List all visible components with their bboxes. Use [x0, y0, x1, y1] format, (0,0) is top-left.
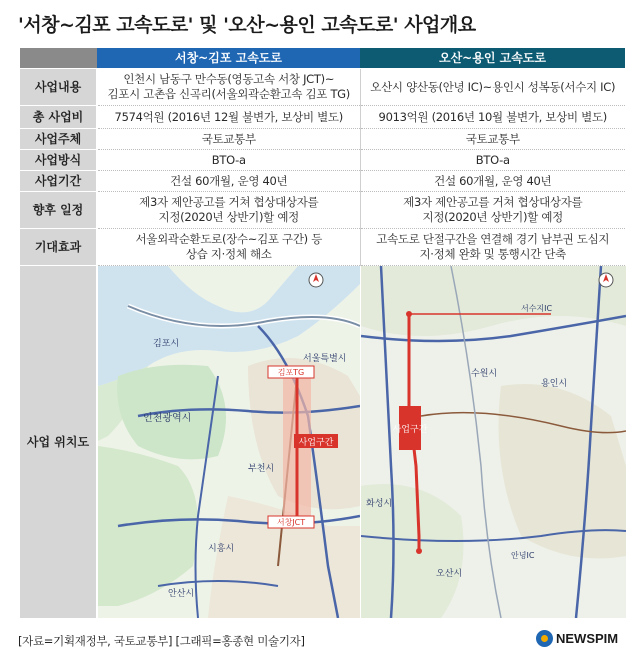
table-row [20, 69, 625, 106]
logo-text: NEWSPIM [556, 631, 619, 646]
row-label: 사업내용 [20, 69, 97, 106]
map-right-place-label: 서수지IC [521, 304, 553, 314]
cell-seochang-gimpo: 서울외곽순환도로(장수~김포 구간) 등 상습 지·정체 해소 [97, 229, 360, 266]
map-right-place-label: 수원시 [471, 369, 498, 380]
column-header-seochang-gimpo: 서창~김포 고속도로 [97, 48, 360, 69]
cell-osan-yongin: 제3자 제안공고를 거쳐 협상대상자를 지정(2020년 상반기)할 예정 [360, 192, 625, 229]
cell-seochang-gimpo: 7574억원 (2016년 12월 불변가, 보상비 별도) [97, 106, 360, 129]
map-left-project-label: 사업구간 [298, 438, 334, 449]
cell-seochang-gimpo: 건설 60개월, 운영 40년 [97, 171, 360, 192]
map-osan-yongin [361, 266, 626, 618]
cell-osan-yongin: BTO-a [360, 150, 625, 171]
cell-osan-yongin: 국토교통부 [360, 129, 625, 150]
cell-osan-yongin: 건설 60개월, 운영 40년 [360, 171, 625, 192]
table-row [20, 150, 625, 171]
map-left-district-label: 서울특별시 [303, 354, 347, 365]
map-right-place-label: 오산시 [436, 569, 463, 580]
cell-seochang-gimpo: 국토교통부 [97, 129, 360, 150]
map-right-place-label: 화성시 [366, 499, 393, 510]
map-right-place-label: 용인시 [541, 379, 568, 390]
map-left-district-label: 인천광역시 [143, 413, 192, 425]
map-right-place-label: 안녕IC [511, 551, 535, 561]
overview-table [20, 48, 625, 619]
map-right-graphic [361, 266, 626, 618]
map-left-end-label: 김포TG [277, 368, 305, 378]
map-right-project-label: 사업구간 [392, 425, 428, 436]
compass-icon [309, 273, 323, 287]
table-row [20, 129, 625, 150]
cell-seochang-gimpo: 제3자 제안공고를 거쳐 협상대상자를 지정(2020년 상반기)할 예정 [97, 192, 360, 229]
row-label: 총 사업비 [20, 106, 97, 129]
map-left-start-label: 서창JCT [276, 518, 306, 528]
cell-osan-yongin: 고속도로 단절구간을 연결해 경기 남부권 도심지 지·정체 완화 및 통행시간 단축 [360, 229, 625, 266]
newspim-logo [536, 630, 618, 647]
cell-seochang-gimpo: BTO-a [97, 150, 360, 171]
column-header-osan-yongin: 오산~용인 고속도로 [360, 48, 625, 69]
cell-osan-yongin: 오산시 양산동(안녕 IC)~용인시 성복동(서수지 IC) [360, 69, 625, 106]
map-left-district-label: 부천시 [248, 464, 275, 475]
row-label: 사업주체 [20, 129, 97, 150]
table-row [20, 192, 625, 229]
row-label-location: 사업 위치도 [20, 266, 97, 619]
table-corner [20, 48, 97, 69]
map-left-graphic [98, 266, 360, 618]
cell-seochang-gimpo: 인천시 남동구 만수동(영동고속 서창 JCT)~ 김포시 고촌읍 신곡리(서울외곽순환고속 김포 TG) [97, 69, 360, 106]
map-left-district-label: 시흥시 [208, 544, 235, 555]
source-credit: [자료=기획재정부, 국토교통부] [그래픽=홍종현 미술기자] [18, 634, 305, 648]
map-seochang-gimpo [98, 266, 360, 618]
row-label: 사업방식 [20, 150, 97, 171]
row-label: 향후 일정 [20, 192, 97, 229]
map-left-district-label: 안산시 [168, 589, 195, 600]
table-row [20, 229, 625, 266]
table-row [20, 171, 625, 192]
map-left-district-label: 김포시 [153, 339, 180, 350]
compass-icon [599, 273, 613, 287]
newspim-logo-icon [536, 630, 553, 647]
row-label: 기대효과 [20, 229, 97, 266]
cell-osan-yongin: 9013억원 (2016년 10월 불변가, 보상비 별도) [360, 106, 625, 129]
row-label: 사업기간 [20, 171, 97, 192]
page-title: '서창~김포 고속도로' 및 '오산~용인 고속도로' 사업개요 [18, 14, 476, 36]
table-row [20, 106, 625, 129]
